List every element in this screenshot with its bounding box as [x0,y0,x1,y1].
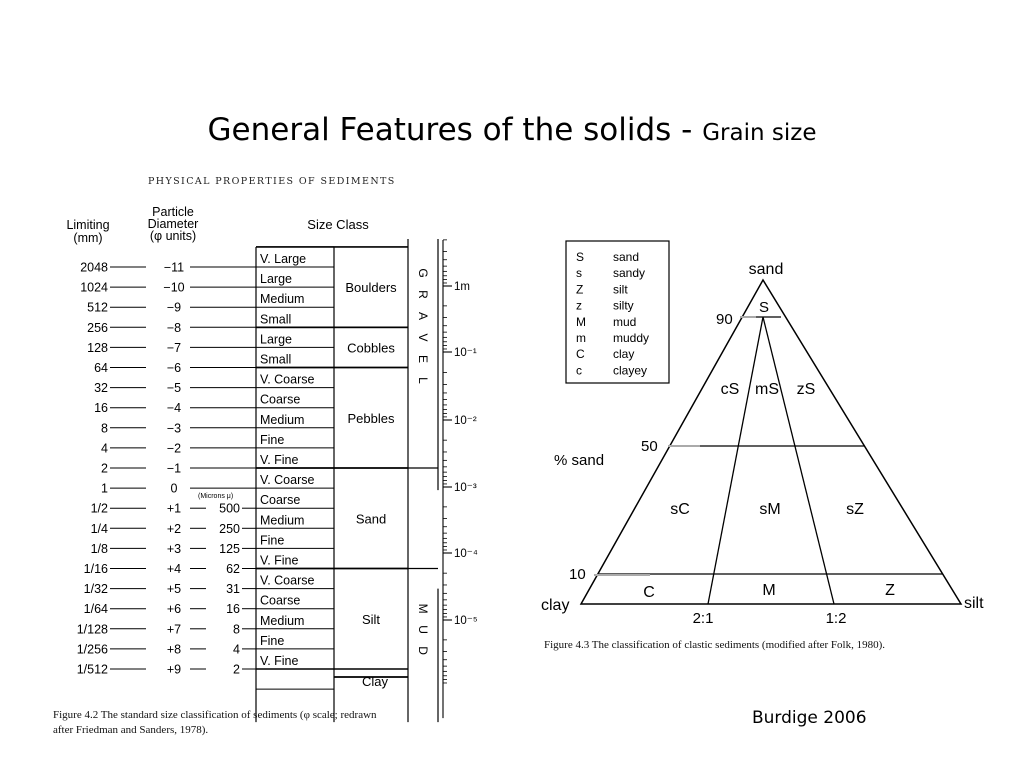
size-class-label: Coarse [260,493,301,508]
limit-mm: 1024 [80,280,108,295]
region-cS: cS [720,381,740,398]
size-class-label: Coarse [260,392,301,407]
scale-label: 10⁻² [454,415,477,427]
microns-label: (Microns μ) [198,493,234,500]
folk-ternary-diagram [540,236,1000,636]
limit-mm: 1/16 [83,562,108,576]
log-scale [443,240,478,718]
region-sC: sC [670,501,690,518]
region-mS: mS [755,381,779,398]
legend-code: S [576,250,585,264]
ratio-1-2-label: 1:2 [825,610,847,627]
size-class-label: V. Fine [260,654,299,668]
limit-mm: 2 [101,461,108,476]
group-label: Cobbles [347,340,395,356]
micron-value: 16 [226,602,240,617]
legend-label: muddy [613,331,650,345]
legend-label: sandy [613,266,646,281]
phi-value: −9 [166,300,182,315]
size-rows [77,252,315,677]
size-class-label: V. Large [260,252,307,266]
micron-value: 500 [219,501,240,516]
corner-clay-label: clay [541,597,570,614]
phi-value: +1 [166,501,182,516]
legend-code: m [576,331,586,345]
scale-label: 10⁻³ [454,482,477,494]
limit-mm: 4 [101,441,108,456]
limit-mm: 128 [87,340,108,355]
phi-value: −1 [166,461,182,476]
region-M: M [762,582,776,599]
legend-label: silty [613,298,634,313]
legend-label: clayey [613,363,648,378]
gravel-letter: V [416,333,430,342]
size-class-label: V. Fine [260,553,299,568]
tick-10-label: 10 [569,566,586,583]
limit-mm: 8 [101,421,108,436]
micron-value: 8 [233,622,240,637]
caption-line-2: after Friedman and Sanders, 1978). [53,724,209,736]
group-label: Pebbles [347,410,395,426]
group-label: Boulders [345,280,397,296]
ratio-line-1-2 [763,317,834,604]
legend-label: silt [613,282,628,297]
figure-4-2-caption [53,708,377,738]
gravel-letter: E [416,354,430,364]
header-limiting: Limiting [66,218,110,232]
micron-value: 31 [226,582,240,597]
header-diameter: Diameter [147,217,199,231]
size-class-label: Medium [260,412,305,427]
limit-mm: 64 [94,361,108,375]
legend-label: mud [613,314,637,329]
region-Z: Z [885,582,895,599]
size-class-label: V. Coarse [260,473,315,488]
phi-value: +4 [166,562,182,576]
legend-code: M [576,314,586,329]
legend-code: s [576,266,582,281]
region-S: S [758,299,770,316]
header-phi-units: (φ units) [149,229,197,243]
mud-letter: M [416,603,430,614]
legend-code: z [576,298,582,313]
header-particle: Particle [152,205,194,219]
limit-mm: 256 [87,320,108,335]
phi-value: 0 [170,481,178,496]
mud-vertical-label [416,604,430,656]
phi-value: +5 [166,582,182,597]
phi-value: −2 [166,441,182,456]
size-class-label: Medium [260,513,305,528]
phi-value: −8 [166,320,182,335]
figure-4-3-caption: Figure 4.3 The classification of clastic sediments (modified after Folk, 1980). [544,639,886,651]
scale-label: 10⁻¹ [454,347,477,359]
legend-code: C [576,347,585,362]
scale-label: 1m [454,281,470,293]
region-C: C [643,584,655,601]
micron-value: 2 [233,662,240,677]
limit-mm: 1/512 [76,662,108,677]
ratio-line-2-1 [708,317,763,604]
micron-value: 250 [219,521,240,536]
region-zS: zS [796,381,816,398]
mud-letter: U [416,625,430,634]
header-limiting-unit: (mm) [73,231,103,245]
size-class-label: V. Coarse [260,573,315,588]
scale-label: 10⁻⁴ [454,548,478,560]
limit-mm: 16 [94,401,108,416]
limit-mm: 32 [94,381,108,396]
limit-mm: 1/4 [90,521,108,536]
size-class-label: Large [260,272,292,287]
tick-90-label: 90 [716,311,733,328]
legend-label: clay [613,347,635,362]
phi-value: −11 [163,260,185,275]
size-class-label: Fine [260,633,285,648]
size-class-label: V. Coarse [260,372,315,387]
region-sM: sM [759,501,781,518]
region-sZ: sZ [846,501,864,518]
limit-mm: 1/64 [83,602,108,617]
limit-mm: 512 [87,300,108,315]
limit-mm: 1/8 [90,541,108,556]
micron-value: 4 [233,642,240,657]
phi-value: −5 [166,381,182,396]
ratio-2-1-label: 2:1 [692,610,714,627]
gravel-letter: L [416,377,430,384]
scale-label: 10⁻⁵ [454,615,478,627]
size-class-label: Coarse [260,593,301,608]
phi-value: −4 [166,401,182,416]
group-label: Sand [355,511,387,527]
figure-heading: PHYSICAL PROPERTIES OF SEDIMENTS [148,176,396,187]
limit-mm: 1/2 [90,501,108,516]
limit-mm: 2048 [80,260,108,275]
phi-value: +8 [166,642,182,657]
apex-sand-label: sand [748,261,784,278]
phi-value: +2 [166,521,182,536]
size-class-label: Medium [260,292,305,307]
caption-line-1: Figure 4.2 The standard size classification of sediments (φ scale; redrawn [53,709,377,721]
clay-label: Clay [361,674,389,689]
phi-value: +6 [166,602,182,617]
micron-value: 125 [219,541,240,556]
phi-value: −10 [163,280,185,295]
limit-mm: 1 [101,481,108,496]
phi-value: −7 [166,340,182,355]
slide-title [0,112,1024,148]
gravel-letter: R [416,290,430,299]
tick-50-label: 50 [641,438,658,455]
gravel-letter: A [416,311,430,321]
size-class-label: Fine [260,533,285,548]
legend-code: Z [576,282,584,297]
size-class-label: Medium [260,613,305,628]
group-label: Silt [361,611,381,627]
legend-label: sand [613,250,640,264]
limit-mm: 1/256 [76,642,108,657]
size-class-label: Small [260,352,292,367]
slide-title-sub: Grain size [702,120,817,146]
size-class-label: Small [260,312,292,327]
phi-value: +3 [166,541,182,556]
size-class-label: Fine [260,432,285,447]
mud-letter: D [416,646,430,655]
size-groups [345,280,397,627]
gravel-vertical-label [416,268,430,384]
phi-value: −6 [166,361,182,375]
limit-mm: 1/32 [83,582,108,597]
slide-title-main: General Features of the solids - [207,112,703,148]
micron-value: 62 [226,562,240,576]
gravel-letter: G [416,268,430,278]
phi-value: −3 [166,421,182,436]
limit-mm: 1/128 [76,622,108,637]
header-size-class: Size Class [307,217,369,232]
phi-value: +7 [166,622,182,637]
size-class-label: V. Fine [260,453,299,467]
legend-code: c [576,363,582,378]
credit-text: Burdige 2006 [752,708,867,728]
grain-size-table [50,200,550,710]
corner-silt-label: silt [964,595,984,612]
phi-value: +9 [166,662,182,677]
pct-sand-label: % sand [554,452,605,469]
size-class-label: Large [260,332,292,347]
